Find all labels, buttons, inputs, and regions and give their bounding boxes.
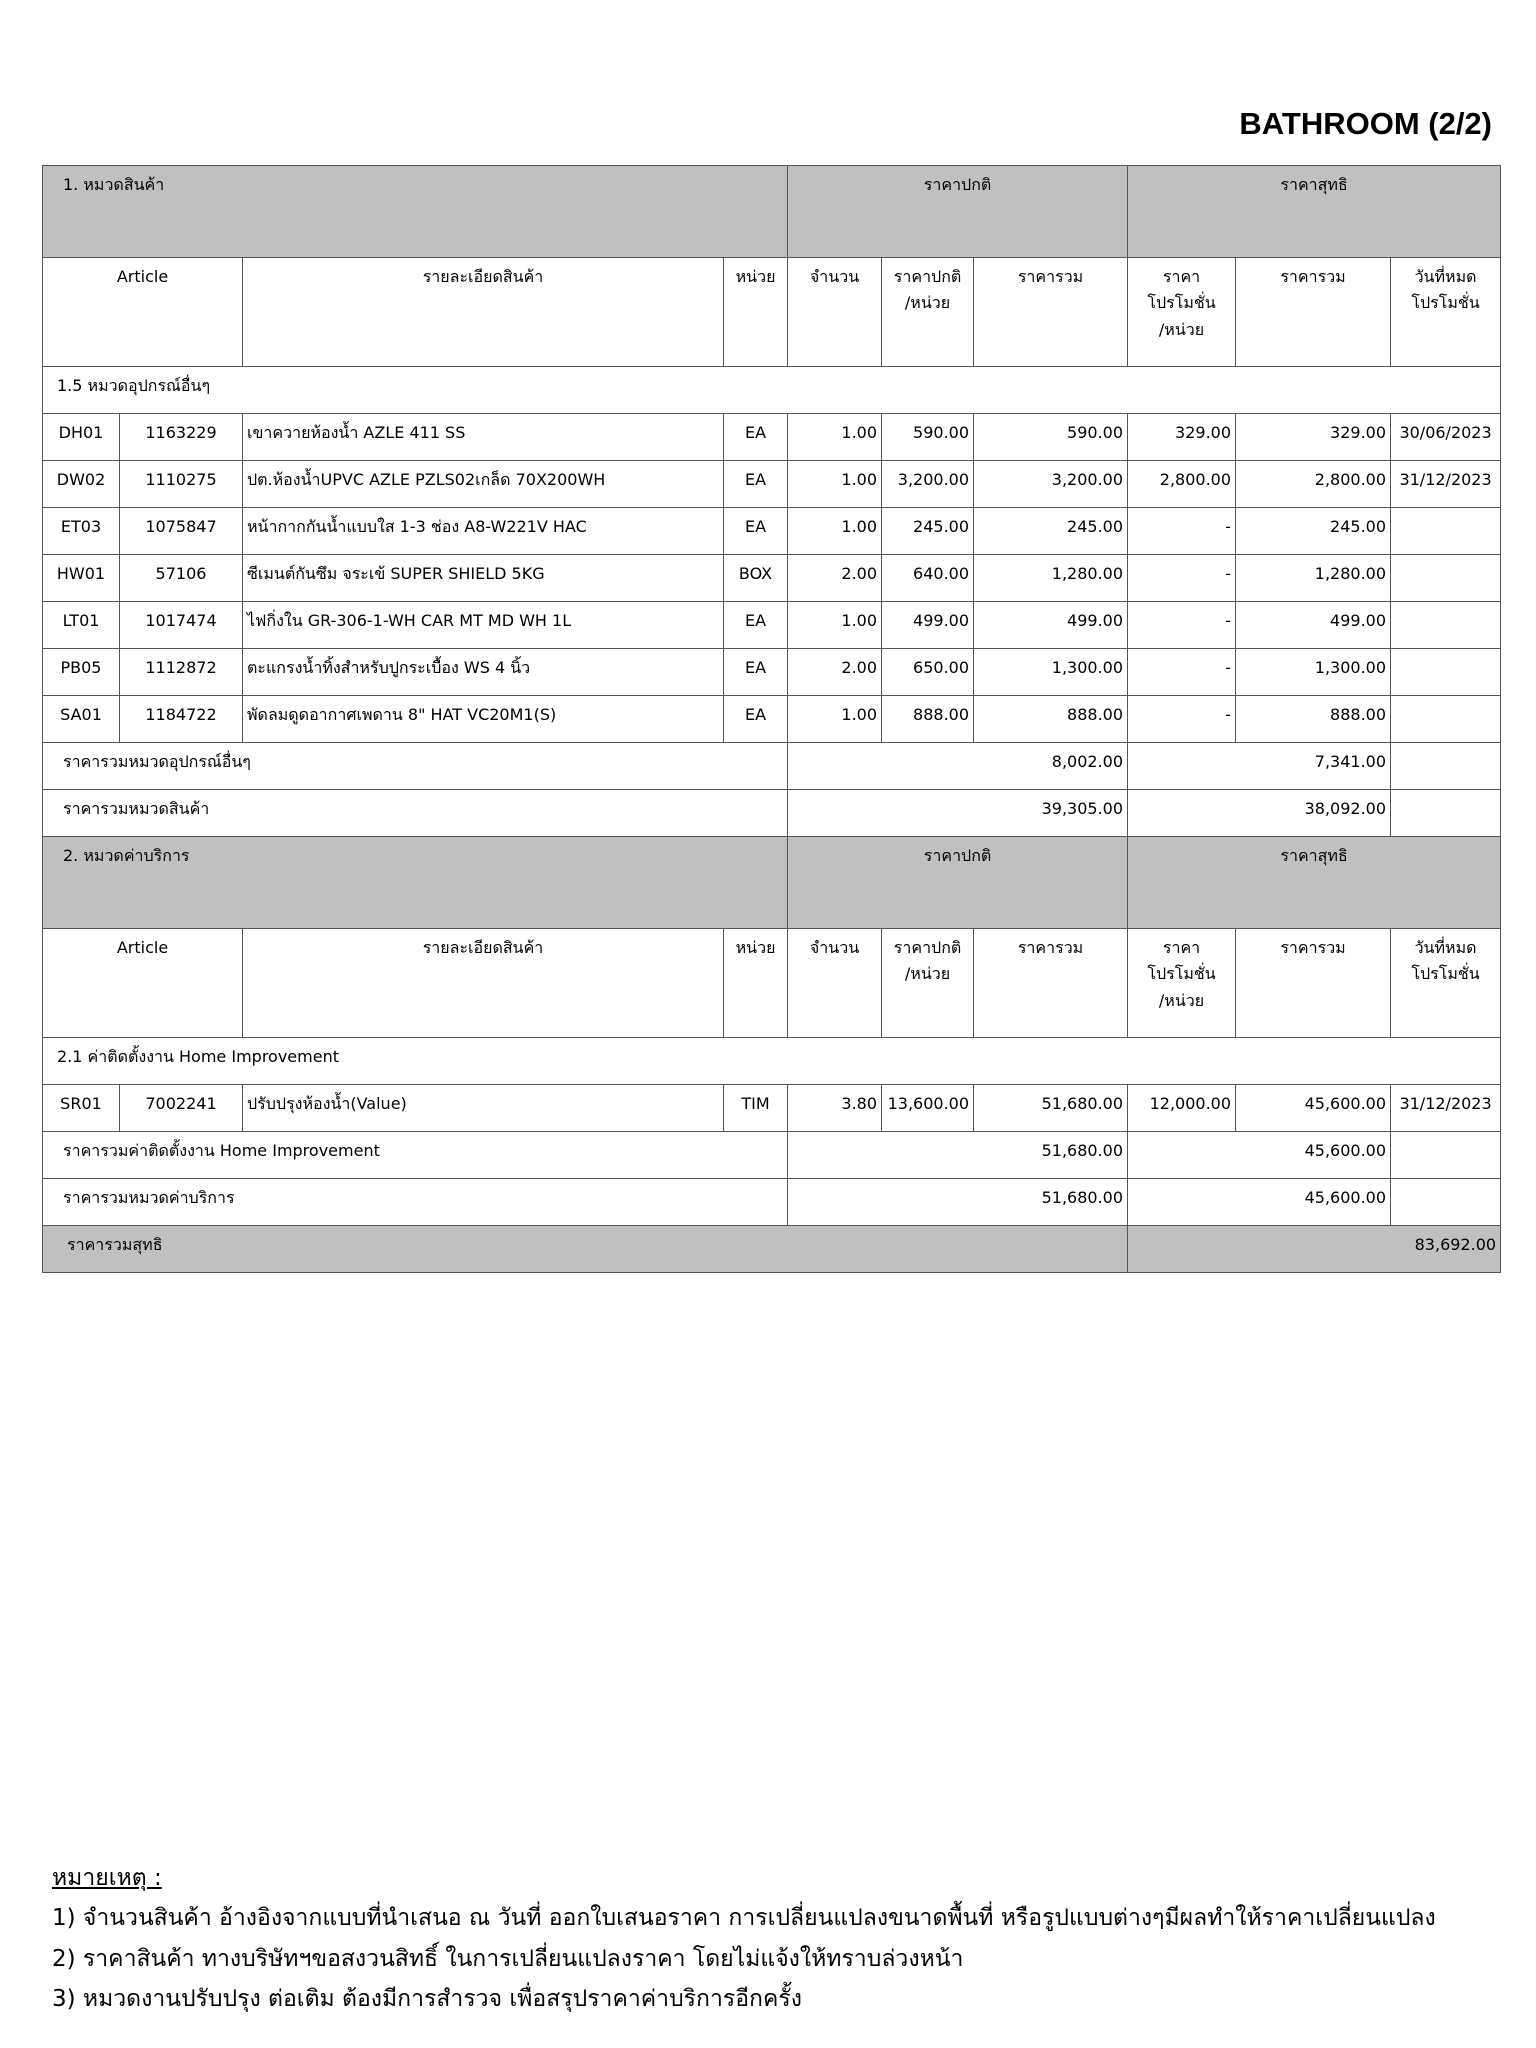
total-label: ราคารวมหมวดค่าบริการ	[43, 1179, 788, 1226]
unit-price-header-line2: /หน่วย	[904, 293, 951, 313]
unit-price-header	[882, 929, 974, 1038]
promo-end-header-line2: โปรโมชั่น	[1411, 964, 1480, 984]
empty-cell	[1391, 743, 1501, 790]
item-qty: 1.00	[788, 508, 882, 555]
unit-price-header-line2: /หน่วย	[904, 964, 951, 984]
item-unit-price: 3,200.00	[882, 461, 974, 508]
item-unit-price: 499.00	[882, 602, 974, 649]
item-unit-price: 13,600.00	[882, 1085, 974, 1132]
unit-header: หน่วย	[724, 929, 788, 1038]
item-promo-price: -	[1128, 555, 1236, 602]
item-total: 51,680.00	[974, 1085, 1128, 1132]
column-header-row	[43, 258, 1501, 367]
total-row	[43, 790, 1501, 837]
empty-cell	[1391, 790, 1501, 837]
item-description: ปรับปรุงห้องน้ำ(Value)	[243, 1085, 724, 1132]
item-code: ET03	[43, 508, 120, 555]
section-title: 1. หมวดสินค้า	[43, 166, 788, 258]
page-title: BATHROOM (2/2)	[1239, 106, 1492, 141]
item-net-total: 888.00	[1236, 696, 1391, 743]
subtotal-net: 45,600.00	[1128, 1132, 1391, 1179]
section1-items	[43, 414, 1501, 743]
item-promo-price: -	[1128, 602, 1236, 649]
item-net-total: 499.00	[1236, 602, 1391, 649]
item-unit-price: 650.00	[882, 649, 974, 696]
section-title: 2. หมวดค่าบริการ	[43, 837, 788, 929]
item-description: เขาควายห้องน้ำ AZLE 411 SS	[243, 414, 724, 461]
subtotal-label: ราคารวมค่าติดตั้งงาน Home Improvement	[43, 1132, 788, 1179]
item-qty: 1.00	[788, 414, 882, 461]
item-promo-price: -	[1128, 696, 1236, 743]
total-normal: 51,680.00	[788, 1179, 1128, 1226]
item-net-total: 329.00	[1236, 414, 1391, 461]
item-row	[43, 508, 1501, 555]
item-row	[43, 1085, 1501, 1132]
item-code: PB05	[43, 649, 120, 696]
item-promo-price: -	[1128, 508, 1236, 555]
item-promo-end: 31/12/2023	[1391, 1085, 1501, 1132]
qty-header: จำนวน	[788, 258, 882, 367]
item-description: พัดลมดูดอากาศเพดาน 8" HAT VC20M1(S)	[243, 696, 724, 743]
total-net: 45,600.00	[1128, 1179, 1391, 1226]
subtotal-row	[43, 1132, 1501, 1179]
item-code: SR01	[43, 1085, 120, 1132]
grand-total-row	[43, 1226, 1501, 1273]
item-total: 3,200.00	[974, 461, 1128, 508]
promo-end-header	[1391, 258, 1501, 367]
item-qty: 2.00	[788, 555, 882, 602]
empty-cell	[1391, 1132, 1501, 1179]
subtotal-row	[43, 743, 1501, 790]
item-row	[43, 414, 1501, 461]
grand-total-label: ราคารวมสุทธิ	[43, 1226, 1128, 1273]
item-code: LT01	[43, 602, 120, 649]
promo-header-line2: โปรโมชั่น	[1147, 964, 1216, 984]
item-promo-end: 31/12/2023	[1391, 461, 1501, 508]
item-unit-price: 245.00	[882, 508, 974, 555]
item-unit-price: 640.00	[882, 555, 974, 602]
item-net-total: 245.00	[1236, 508, 1391, 555]
item-unit: EA	[724, 696, 788, 743]
item-unit: EA	[724, 508, 788, 555]
item-article: 1110275	[120, 461, 243, 508]
promo-header-line2: โปรโมชั่น	[1147, 293, 1216, 313]
item-code: HW01	[43, 555, 120, 602]
item-net-total: 1,300.00	[1236, 649, 1391, 696]
item-article: 7002241	[120, 1085, 243, 1132]
item-code: SA01	[43, 696, 120, 743]
grand-total-value: 83,692.00	[1128, 1226, 1501, 1273]
item-unit: BOX	[724, 555, 788, 602]
unit-price-header-line1: ราคาปกติ	[893, 938, 962, 957]
empty-cell	[1391, 1179, 1501, 1226]
item-row	[43, 555, 1501, 602]
item-total: 888.00	[974, 696, 1128, 743]
item-row	[43, 649, 1501, 696]
remark-line: 2) ราคาสินค้า ทางบริษัทฯขอสงวนสิทธิ์ ในการเปลี่ยนแปลงราคา โดยไม่แจ้งให้ทราบล่วงหน้า	[52, 1945, 964, 1972]
promo-end-header	[1391, 929, 1501, 1038]
item-unit-price: 888.00	[882, 696, 974, 743]
qty-header: จำนวน	[788, 929, 882, 1038]
section-band	[43, 166, 1501, 258]
remarks-heading: หมายเหตุ :	[52, 1865, 162, 1891]
item-net-total: 45,600.00	[1236, 1085, 1391, 1132]
unit-header: หน่วย	[724, 258, 788, 367]
normal-price-header: ราคาปกติ	[788, 166, 1128, 258]
item-unit: EA	[724, 602, 788, 649]
subtotal-normal: 51,680.00	[788, 1132, 1128, 1179]
item-promo-end	[1391, 508, 1501, 555]
item-unit: EA	[724, 414, 788, 461]
total-row	[43, 1179, 1501, 1226]
item-unit: TIM	[724, 1085, 788, 1132]
description-header: รายละเอียดสินค้า	[243, 258, 724, 367]
item-description: ซีเมนต์กันซึม จระเข้ SUPER SHIELD 5KG	[243, 555, 724, 602]
net-total-header: ราคารวม	[1236, 258, 1391, 367]
subsection-title: 2.1 ค่าติดตั้งงาน Home Improvement	[43, 1038, 1501, 1085]
unit-price-header-line1: ราคาปกติ	[893, 267, 962, 286]
item-description: หน้ากากกันน้ำแบบใส 1-3 ช่อง A8-W221V HAC	[243, 508, 724, 555]
promo-end-header-line1: วันที่หมด	[1414, 267, 1477, 286]
item-total: 1,280.00	[974, 555, 1128, 602]
item-promo-end	[1391, 696, 1501, 743]
promo-header	[1128, 929, 1236, 1038]
subsection-title: 1.5 หมวดอุปกรณ์อื่นๆ	[43, 367, 1501, 414]
promo-end-header-line1: วันที่หมด	[1414, 938, 1477, 957]
item-total: 1,300.00	[974, 649, 1128, 696]
item-unit-price: 590.00	[882, 414, 974, 461]
net-price-header: ราคาสุทธิ	[1128, 837, 1501, 929]
item-article: 1017474	[120, 602, 243, 649]
item-code: DW02	[43, 461, 120, 508]
item-promo-end	[1391, 602, 1501, 649]
item-article: 1163229	[120, 414, 243, 461]
subsection-row	[43, 367, 1501, 414]
item-total: 245.00	[974, 508, 1128, 555]
promo-header	[1128, 258, 1236, 367]
unit-price-header	[882, 258, 974, 367]
item-row	[43, 696, 1501, 743]
subtotal-net: 7,341.00	[1128, 743, 1391, 790]
item-promo-end	[1391, 649, 1501, 696]
quotation-table	[42, 165, 1501, 1273]
article-header: Article	[43, 258, 243, 367]
promo-header-line1: ราคา	[1162, 267, 1201, 286]
item-row	[43, 461, 1501, 508]
item-article: 1112872	[120, 649, 243, 696]
item-row	[43, 602, 1501, 649]
total-header: ราคารวม	[974, 929, 1128, 1038]
item-total: 590.00	[974, 414, 1128, 461]
promo-header-line3: /หน่วย	[1158, 319, 1205, 339]
description-header: รายละเอียดสินค้า	[243, 929, 724, 1038]
section2-items	[43, 1085, 1501, 1132]
subtotal-normal: 8,002.00	[788, 743, 1128, 790]
promo-header-line1: ราคา	[1162, 938, 1201, 957]
net-price-header: ราคาสุทธิ	[1128, 166, 1501, 258]
remark-line: 3) หมวดงานปรับปรุง ต่อเติม ต้องมีการสำรวจ เพื่อสรุปราคาค่าบริการอีกครั้ง	[52, 1985, 802, 2012]
subsection-row	[43, 1038, 1501, 1085]
item-promo-price: 12,000.00	[1128, 1085, 1236, 1132]
item-article: 1075847	[120, 508, 243, 555]
item-unit: EA	[724, 461, 788, 508]
item-article: 57106	[120, 555, 243, 602]
item-code: DH01	[43, 414, 120, 461]
promo-end-header-line2: โปรโมชั่น	[1411, 293, 1480, 313]
article-header: Article	[43, 929, 243, 1038]
total-header: ราคารวม	[974, 258, 1128, 367]
total-net: 38,092.00	[1128, 790, 1391, 837]
remarks	[52, 1858, 1436, 2019]
item-promo-price: 2,800.00	[1128, 461, 1236, 508]
item-description: ตะแกรงน้ำทิ้งสำหรับปูกระเบื้อง WS 4 นิ้ว	[243, 649, 724, 696]
section-band	[43, 837, 1501, 929]
column-header-row	[43, 929, 1501, 1038]
item-unit: EA	[724, 649, 788, 696]
item-qty: 1.00	[788, 696, 882, 743]
item-promo-price: -	[1128, 649, 1236, 696]
promo-header-line3: /หน่วย	[1158, 990, 1205, 1010]
item-promo-price: 329.00	[1128, 414, 1236, 461]
net-total-header: ราคารวม	[1236, 929, 1391, 1038]
total-label: ราคารวมหมวดสินค้า	[43, 790, 788, 837]
item-description: ไฟกิ่งใน GR-306-1-WH CAR MT MD WH 1L	[243, 602, 724, 649]
item-article: 1184722	[120, 696, 243, 743]
remark-line: 1) จำนวนสินค้า อ้างอิงจากแบบที่นำเสนอ ณ วันที่ ออกใบเสนอราคา การเปลี่ยนแปลงขนาดพื้นที่ หรือรูปแบบต่างๆมีผลทำให้ราคาเปลี่ยนแปลง	[52, 1905, 1436, 1932]
total-normal: 39,305.00	[788, 790, 1128, 837]
item-total: 499.00	[974, 602, 1128, 649]
item-qty: 1.00	[788, 461, 882, 508]
item-net-total: 2,800.00	[1236, 461, 1391, 508]
subtotal-label: ราคารวมหมวดอุปกรณ์อื่นๆ	[43, 743, 788, 790]
item-net-total: 1,280.00	[1236, 555, 1391, 602]
item-qty: 3.80	[788, 1085, 882, 1132]
normal-price-header: ราคาปกติ	[788, 837, 1128, 929]
item-promo-end: 30/06/2023	[1391, 414, 1501, 461]
item-qty: 2.00	[788, 649, 882, 696]
item-qty: 1.00	[788, 602, 882, 649]
item-promo-end	[1391, 555, 1501, 602]
item-description: ปต.ห้องน้ำUPVC AZLE PZLS02เกล็ด 70X200WH	[243, 461, 724, 508]
